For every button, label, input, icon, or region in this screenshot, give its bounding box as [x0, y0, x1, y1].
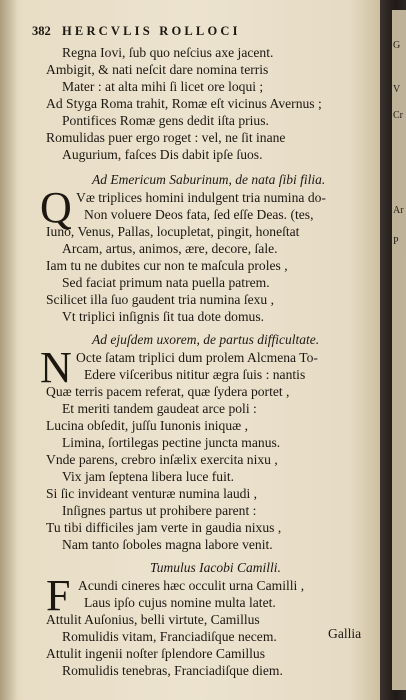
- opening-line: Romulidas puer ergo roget : vel, ne ſit inane: [46, 130, 286, 145]
- drop-cap: Q: [40, 183, 72, 232]
- next-page-letter: P: [393, 236, 399, 247]
- poem-line: Nam tanto ſoboles magna labore venit.: [62, 537, 273, 552]
- poem-line: Romulidis tenebras, Franciadiſque diem.: [62, 663, 283, 678]
- poem-line: Et meriti tandem gaudeat arce poli :: [62, 401, 257, 416]
- poem-title: Ad Emericum Saburinum, de nata ſibi filia.: [92, 172, 326, 187]
- poem-line: Attulit ingenii noſter ſplendore Camillus: [46, 646, 265, 661]
- poem-line: Acundi cineres hæc occulit urna Camilli ,: [78, 578, 305, 593]
- next-page-letter: Cr: [393, 110, 403, 121]
- next-page-edge: [392, 10, 406, 690]
- poem-line: Vnde parens, crebro inſælix exercita nixu ,: [46, 452, 278, 467]
- gutter-shadow: [0, 0, 18, 700]
- drop-cap: F: [46, 571, 71, 620]
- poem-line: Vix jam ſeptena libera luce fuit.: [62, 469, 235, 484]
- poem-line: Vt triplici inſignis ſit tua dote domus.: [62, 309, 265, 324]
- opening-line: Regna Iovi, ſub quo neſcius axe jacent.: [62, 45, 274, 60]
- next-page-letter: V: [393, 84, 401, 95]
- poem-line: Octe ſatam triplici dum prolem Alcmena To-: [76, 350, 318, 365]
- opening-line: Pontifices Romæ gens dedit iſta prius.: [62, 113, 269, 128]
- opening-line: Mater : at alta mihi ſi licet ore loqui ;: [62, 79, 264, 94]
- page-number: 382: [32, 24, 51, 38]
- next-page-letter: G: [393, 40, 401, 51]
- opening-line: Augurium, faſces Dis dabit ipſe ſuos.: [62, 147, 263, 162]
- poem-line: Iam tu ne dubites cur non te maſcula proles ,: [46, 258, 288, 273]
- running-head: HERCVLIS ROLLOCI: [62, 24, 241, 38]
- poem-line: Attulit Auſonius, belli virtute, Camillus: [46, 612, 260, 627]
- poem-line: Edere viſceribus nititur ægra ſuis : nantis: [84, 367, 306, 382]
- poem-title: Tumulus Iacobi Camilli.: [150, 560, 281, 575]
- poem-line: Væ triplices homini indulgent tria numina do-: [76, 190, 326, 205]
- poem-line: Quæ terris pacem referat, quæ ſydera portet ,: [46, 384, 290, 399]
- poem-line: Romulidis vitam, Franciadiſque necem.: [62, 629, 277, 644]
- poem-line: Inſignes partus ut prohibere parent :: [62, 503, 257, 518]
- poem-line: Iuno, Venus, Pallas, locupletat, pingit, honeſtat: [46, 224, 300, 239]
- poem-line: Scilicet illa ſuo gaudent tria numina ſexu ,: [46, 292, 275, 307]
- poem-line: Sed faciat primum nata puella patrem.: [62, 275, 270, 290]
- poem-line: Tu tibi difficiles jam verte in gaudia nixus ,: [46, 520, 282, 535]
- drop-cap: N: [40, 343, 72, 392]
- next-page-letter: Ar: [393, 205, 404, 216]
- opening-line: Ambigit, & nati neſcit dare nomina terris: [46, 62, 269, 77]
- opening-line: Ad Styga Roma trahit, Romæ eſt vicinus Avernus ;: [46, 96, 322, 111]
- poem-line: Non voluere Deos fata, ſed eſſe Deas. (tes,: [84, 207, 314, 222]
- poem-line: Arcam, artus, animos, ære, decore, ſale.: [62, 241, 278, 256]
- poem-line: Si ſic invideant venturæ numina laudi ,: [46, 486, 258, 501]
- catchword: Gallia: [328, 626, 362, 641]
- poem-line: Laus ipſo cujus nomine multa latet.: [84, 595, 276, 610]
- poem-title: Ad ejuſdem uxorem, de partus difficultate.: [92, 332, 320, 347]
- poem-line: Lucina obſedit, juſſu Iunonis iniquæ ,: [46, 418, 249, 433]
- poem-line: Limina, ſortilegas pectine juncta manus.: [62, 435, 281, 450]
